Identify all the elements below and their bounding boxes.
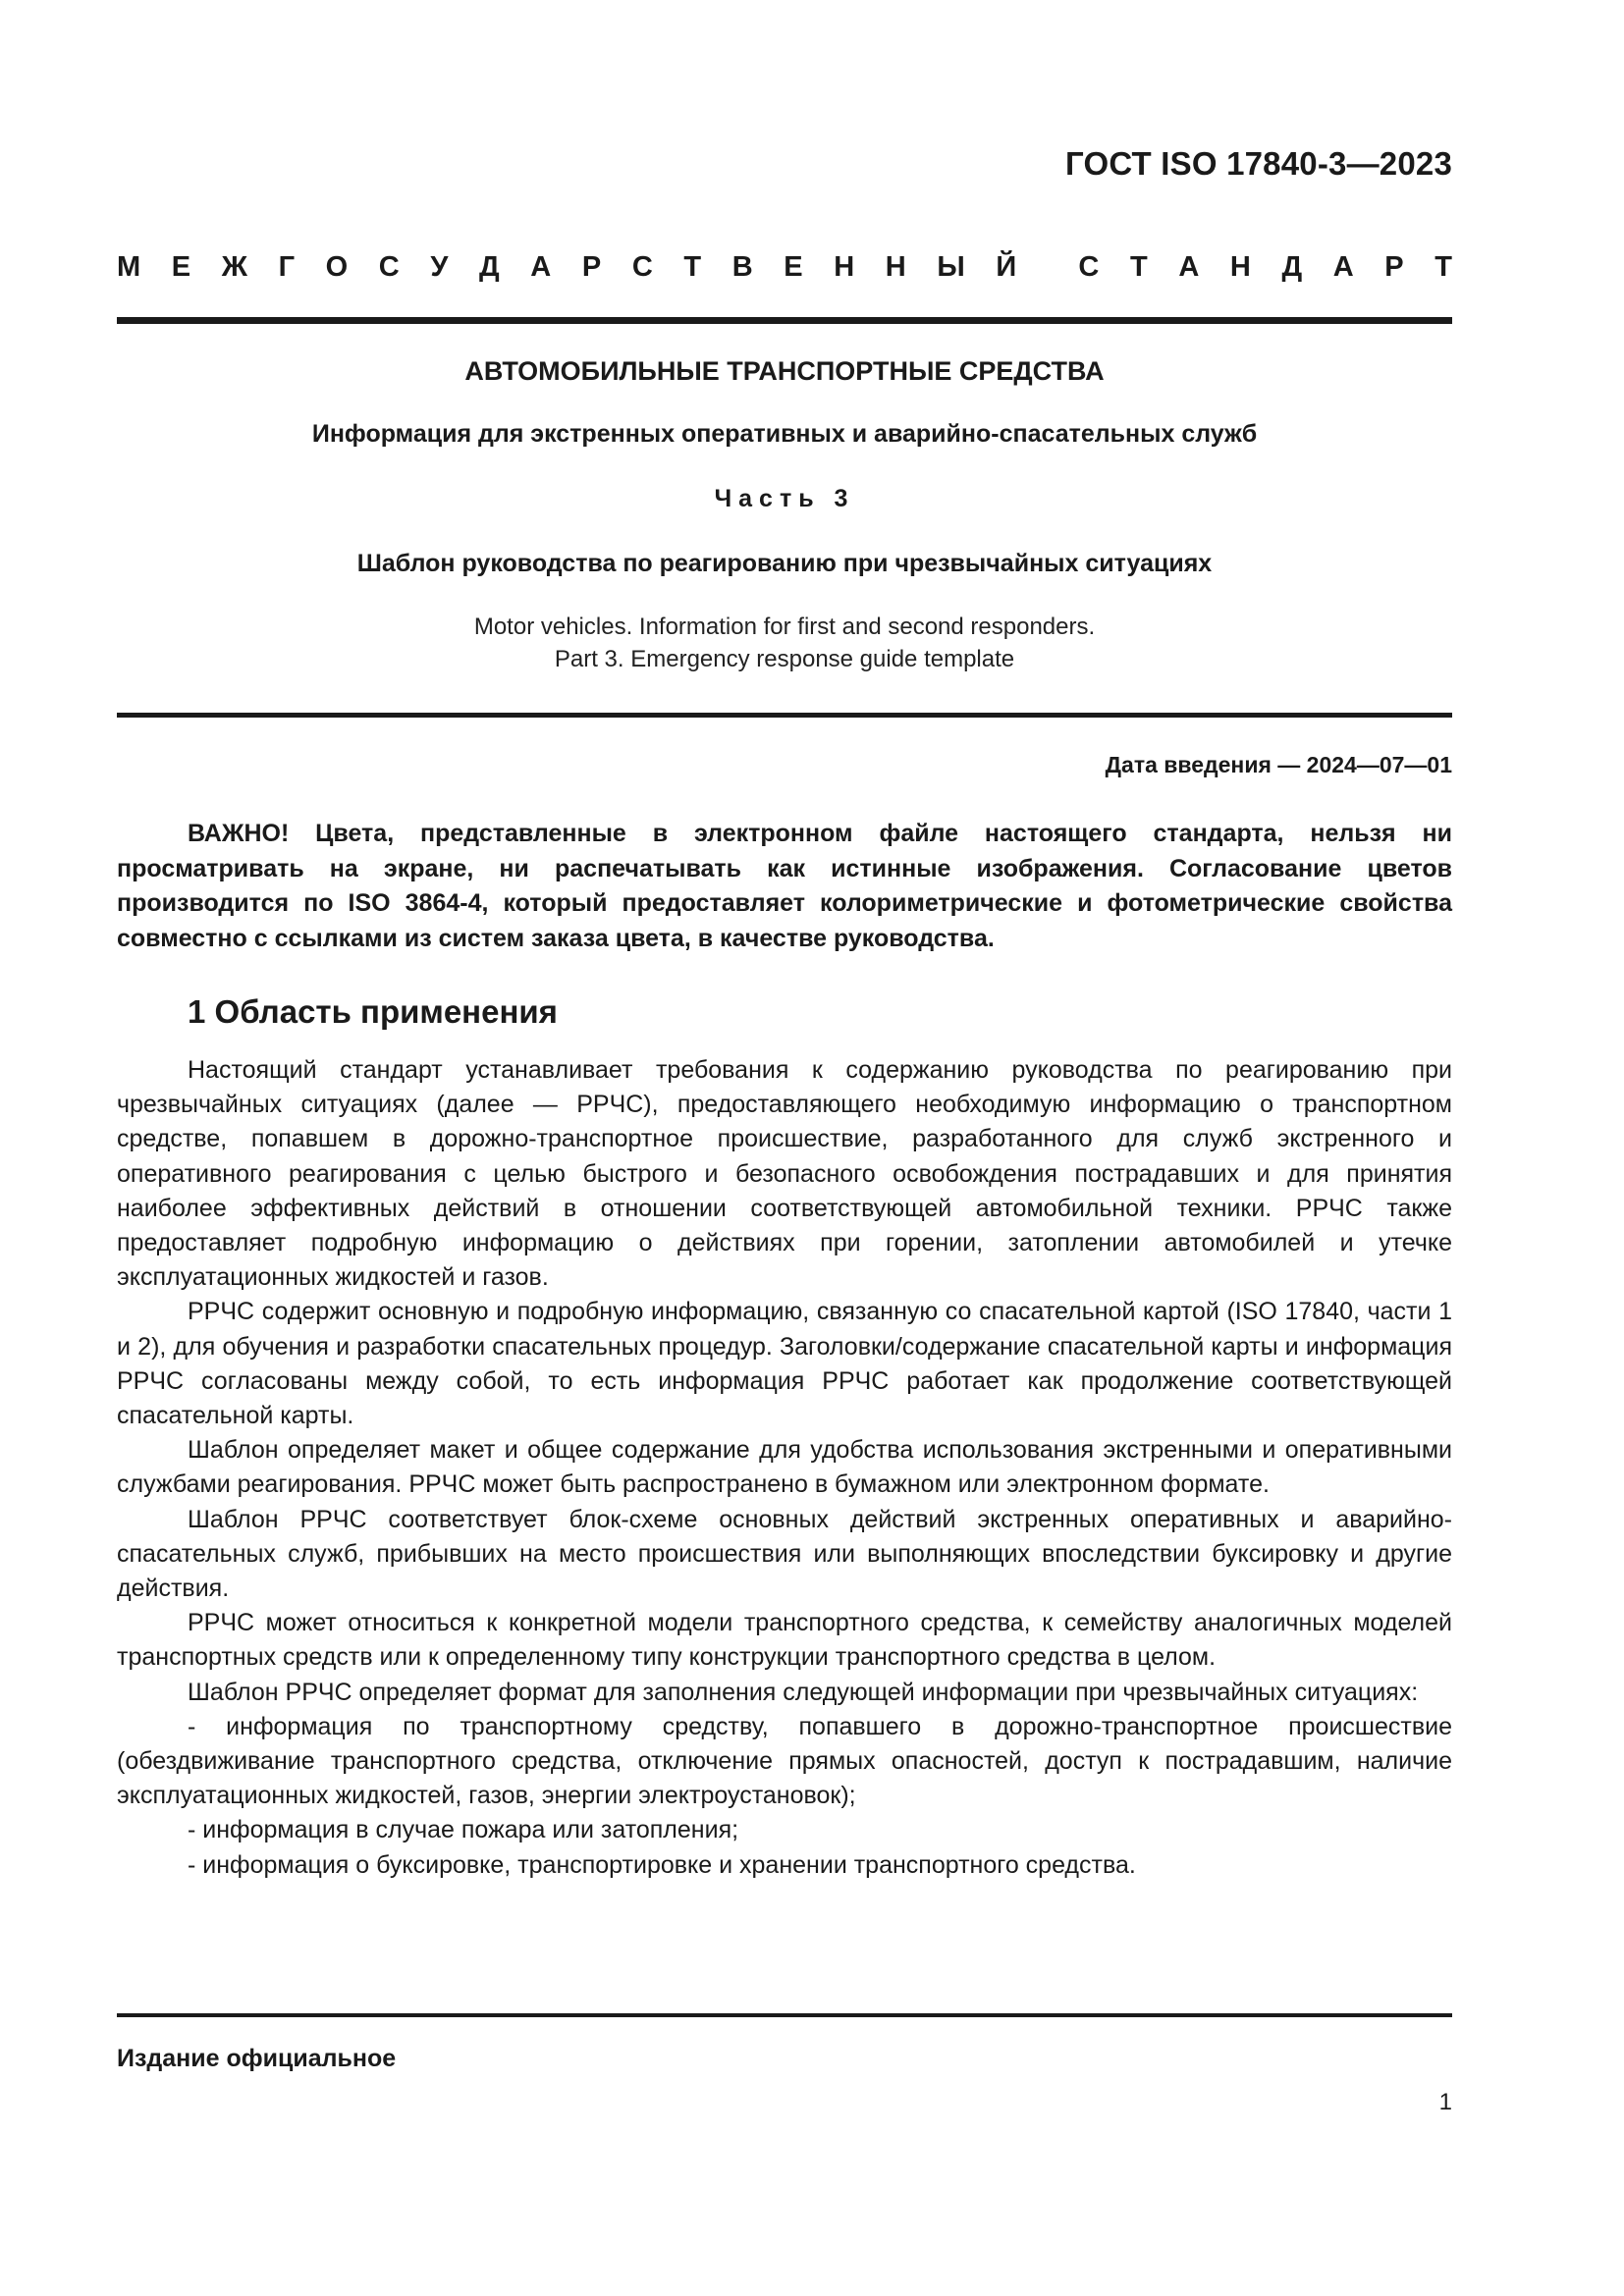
interstate-standard-heading bbox=[117, 251, 1452, 284]
document-part: Часть 3 bbox=[714, 485, 855, 512]
official-edition-label: Издание официальное bbox=[117, 2045, 397, 2072]
header-divider bbox=[117, 317, 1452, 324]
footer-divider bbox=[117, 2013, 1452, 2017]
heading-letter: А bbox=[530, 251, 552, 283]
heading-letter: В bbox=[731, 251, 753, 283]
heading-letter: Ы bbox=[937, 251, 965, 283]
english-title-line: Motor vehicles. Information for first and second responders. bbox=[473, 614, 1096, 640]
heading-letter: Д bbox=[479, 251, 500, 283]
body-paragraph: Шаблон РРЧС соответствует блок-схеме основных действий экстренных оперативных и аварийно-спасательных служб, прибывших на место происшествия или выполняющих впоследствии буксировку и другие действия. bbox=[117, 1505, 1452, 1603]
heading-letter: Н bbox=[1229, 251, 1251, 283]
heading-letter: А bbox=[1178, 251, 1200, 283]
heading-letter: У bbox=[430, 251, 449, 283]
body-paragraph: РРЧС содержит основную и подробную информацию, связанную со спасательной картой (ISO 17840, части 1 и 2), для обучения и разработки спасательных процедур. Заголовки/содержание спасательной карты и информация РРЧС согласованы между собой, то есть информация РРЧС работает как продолжение соответствующей спасательной карты. bbox=[117, 1298, 1452, 1430]
important-notice: ВАЖНО! Цвета, представленные в электронном файле настоящего стандарта, нельзя ни просматривать на экране, ни распечатывать как истинные изображения. Согласование цветов производится по ISO 3864-4, который предоставляет колориметрические и фотометрические свойства совместно с ссылками из систем заказа цвета, в качестве руководства. bbox=[117, 820, 1452, 952]
english-title bbox=[117, 611, 1452, 675]
heading-letter: М bbox=[117, 251, 141, 283]
heading-letter: Т bbox=[1129, 251, 1148, 283]
document-part-title: Шаблон руководства по реагированию при чрезвычайных ситуациях bbox=[356, 550, 1213, 577]
page-number: 1 bbox=[1438, 2089, 1452, 2115]
introduction-date: Дата введения — 2024—07—01 bbox=[1105, 752, 1452, 777]
section-heading: 1 Область применения bbox=[188, 993, 558, 1030]
heading-letter: Д bbox=[1281, 251, 1303, 283]
heading-letter: Е bbox=[784, 251, 803, 283]
heading-letter: Е bbox=[171, 251, 191, 283]
heading-letter: С bbox=[1078, 251, 1100, 283]
english-title-line: Part 3. Emergency response guide template bbox=[554, 646, 1015, 672]
body-paragraph: Настоящий стандарт устанавливает требования к содержанию руководства по реагированию при чрезвычайных ситуациях (далее — РРЧС), предоставляющего необходимую информацию о транспортном средстве, попавшем в дорожно-транспортное происшествие, разработанного для служб экстренного и оперативного реагирования с целью быстрого и безопасного освобождения пострадавших и для принятия наиболее эффективных действий в отношении соответствующей автомобильной техники. РРЧС также предоставляет подробную информацию о действиях при горении, затоплении автомобилей и утечке эксплуатационных жидкостей и газов. bbox=[117, 1056, 1452, 1292]
heading-letter: О bbox=[325, 251, 349, 283]
heading-letter: Й bbox=[996, 251, 1017, 283]
heading-letter: С bbox=[631, 251, 653, 283]
body-paragraph: РРЧС может относиться к конкретной модели транспортного средства, к семейству аналогичных моделей транспортных средств или к определенному типу конструкции транспортного средства в целом. bbox=[117, 1609, 1452, 1672]
heading-letter: А bbox=[1332, 251, 1354, 283]
document-subtitle: Информация для экстренных оперативных и аварийно-спасательных служб bbox=[311, 420, 1258, 448]
body-paragraph: Шаблон определяет макет и общее содержание для удобства использования экстренными и оперативными службами реагирования. РРЧС может быть распространено в бумажном или электронном формате. bbox=[117, 1436, 1452, 1499]
document-title: АВТОМОБИЛЬНЫЕ ТРАНСПОРТНЫЕ СРЕДСТВА bbox=[464, 356, 1105, 386]
heading-letter: Р bbox=[581, 251, 602, 283]
heading-letter: Н bbox=[885, 251, 906, 283]
body-paragraph: Шаблон РРЧС определяет формат для заполнения следующей информации при чрезвычайных ситуациях: bbox=[188, 1678, 1419, 1706]
standard-code: ГОСТ ISO 17840-3—2023 bbox=[1064, 145, 1452, 182]
heading-letter: Т bbox=[1435, 251, 1452, 283]
heading-letter: Г bbox=[278, 251, 296, 283]
list-item: - информация по транспортному средству, попавшего в дорожно-транспортное происшествие (обездвиживание транспортного средства, отключение прямых опасностей, доступ к пострадавшим, наличие эксплуатационных жидкостей, газов, энергии электроустановок); bbox=[117, 1712, 1452, 1810]
heading-letter: Ж bbox=[221, 251, 247, 283]
heading-letter: Н bbox=[834, 251, 855, 283]
title-divider bbox=[117, 713, 1452, 718]
list-item: - информация в случае пожара или затопления; bbox=[188, 1816, 739, 1844]
section-body bbox=[117, 1053, 1452, 1883]
list-item: - информация о буксировке, транспортировке и хранении транспортного средства. bbox=[188, 1850, 1136, 1879]
heading-letter: Т bbox=[683, 251, 702, 283]
heading-letter: Р bbox=[1384, 251, 1404, 283]
heading-letter: С bbox=[378, 251, 400, 283]
